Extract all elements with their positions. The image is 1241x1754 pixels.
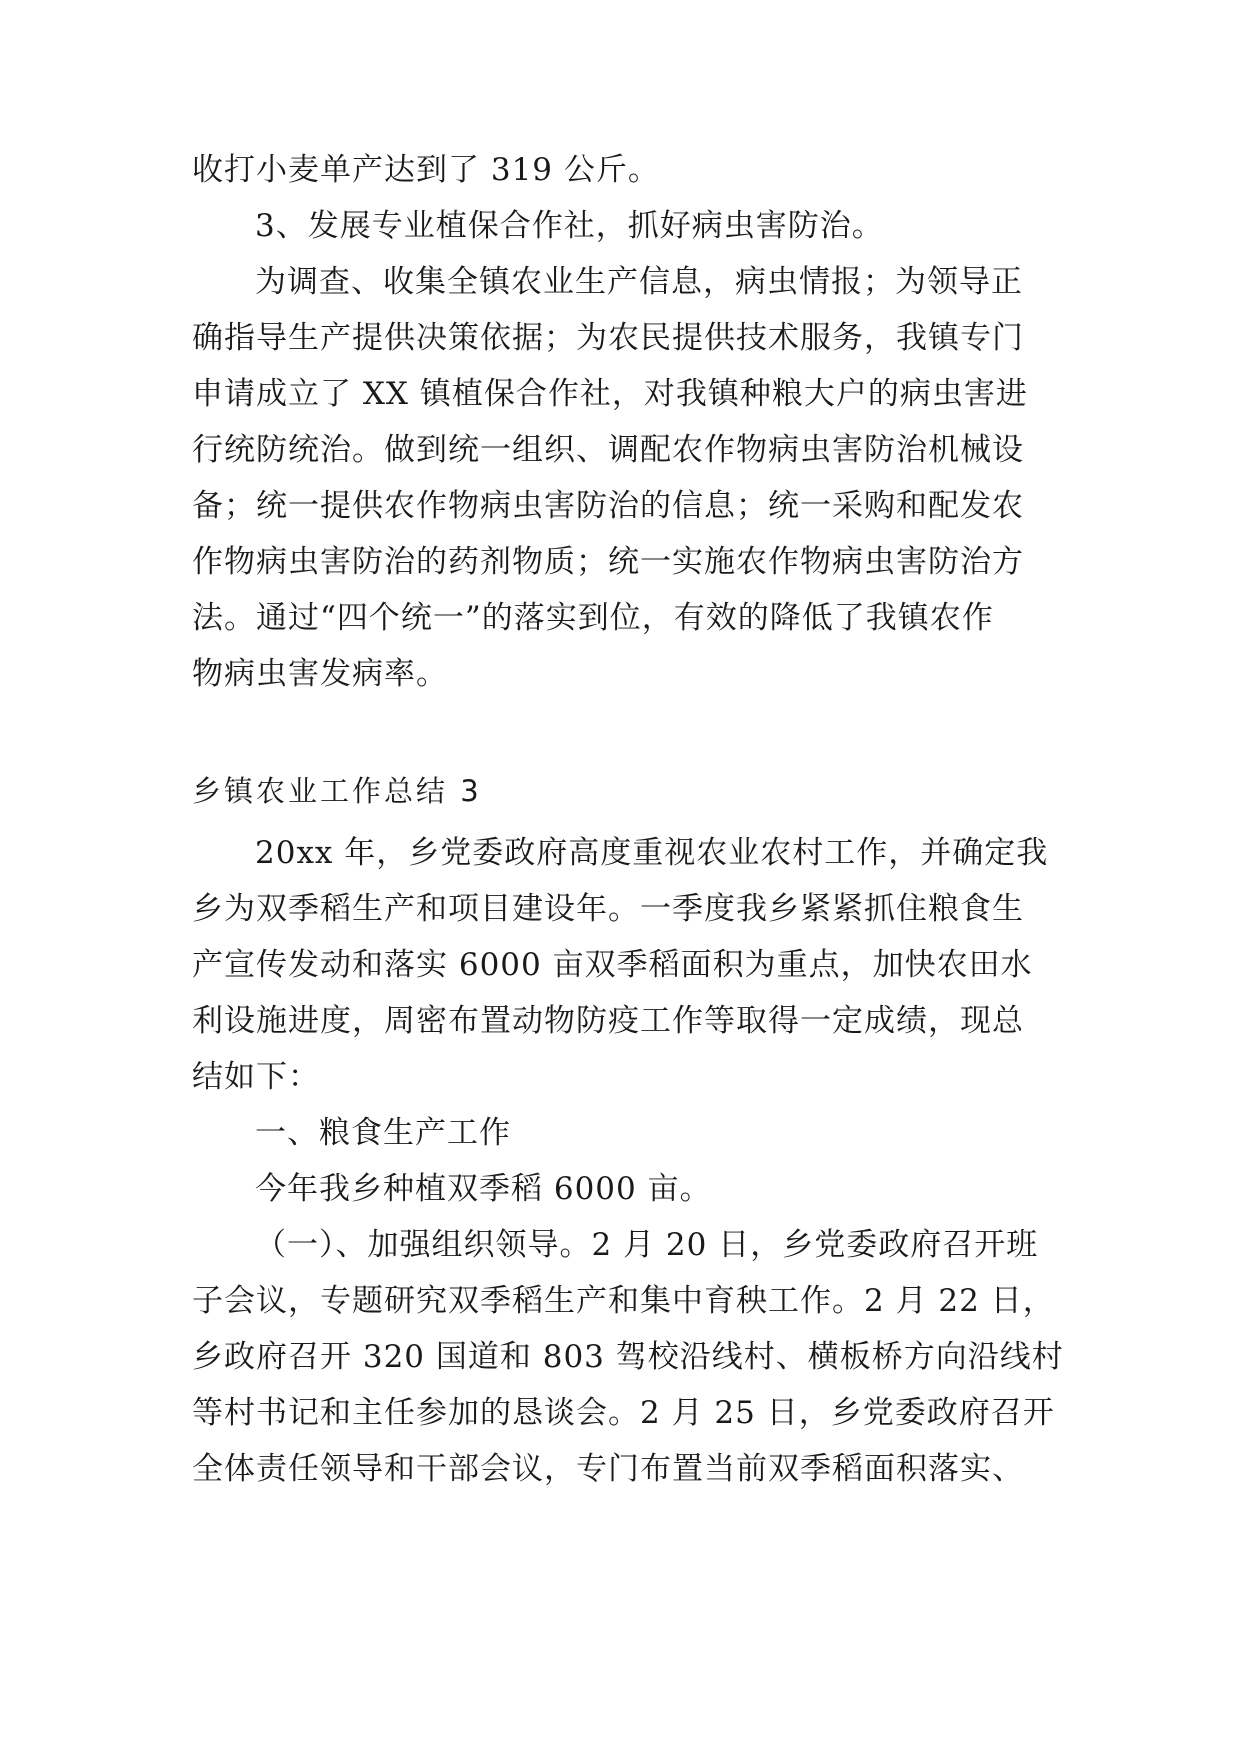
paragraph-line: 备；统一提供农作物病虫害防治的信息；统一采购和配发农 <box>192 488 1024 524</box>
paragraph-line: 结如下： <box>192 1059 320 1095</box>
paragraph-line: 子会议，专题研究双季稻生产和集中育秧工作。2 月 22 日， <box>192 1283 1055 1319</box>
paragraph-line: 物病虫害发病率。 <box>192 656 448 692</box>
paragraph-line: 法。通过“四个统一”的落实到位，有效的降低了我镇农作 <box>192 600 994 636</box>
paragraph-line: 等村书记和主任参加的恳谈会。2 月 25 日，乡党委政府召开 <box>192 1395 1055 1431</box>
subheading-line: 一、粮食生产工作 <box>255 1115 511 1151</box>
paragraph-line: 乡政府召开 320 国道和 803 驾校沿线村、横板桥方向沿线村 <box>192 1339 1064 1375</box>
paragraph-line: 为调查、收集全镇农业生产信息，病虫情报；为领导正 <box>255 264 1023 300</box>
paragraph-line: 申请成立了 XX 镇植保合作社，对我镇种粮大户的病虫害进 <box>192 376 1028 412</box>
paragraph-line: 收打小麦单产达到了 319 公斤。 <box>192 152 660 188</box>
paragraph-line: 产宣传发动和落实 6000 亩双季稻面积为重点，加快农田水 <box>192 947 1033 983</box>
paragraph-line: 作物病虫害防治的药剂物质；统一实施农作物病虫害防治方 <box>192 544 1024 580</box>
paragraph-line: 乡为双季稻生产和项目建设年。一季度我乡紧紧抓住粮食生 <box>192 891 1024 927</box>
paragraph-line: 全体责任领导和干部会议，专门布置当前双季稻面积落实、 <box>192 1451 1024 1487</box>
paragraph-line: 20xx 年，乡党委政府高度重视农业农村工作，并确定我 <box>255 835 1049 871</box>
paragraph-line: 利设施进度，周密布置动物防疫工作等取得一定成绩，现总 <box>192 1003 1024 1039</box>
paragraph-line: 确指导生产提供决策依据；为农民提供技术服务，我镇专门 <box>192 320 1024 356</box>
paragraph-line: 行统防统治。做到统一组织、调配农作物病虫害防治机械设 <box>192 432 1024 468</box>
section-title: 乡镇农业工作总结 3 <box>192 774 482 808</box>
subheading-line: 3、发展专业植保合作社，抓好病虫害防治。 <box>255 208 884 244</box>
paragraph-line: （一）、加强组织领导。2 月 20 日，乡党委政府召开班 <box>255 1227 1039 1263</box>
paragraph-line: 今年我乡种植双季稻 6000 亩。 <box>255 1171 712 1207</box>
